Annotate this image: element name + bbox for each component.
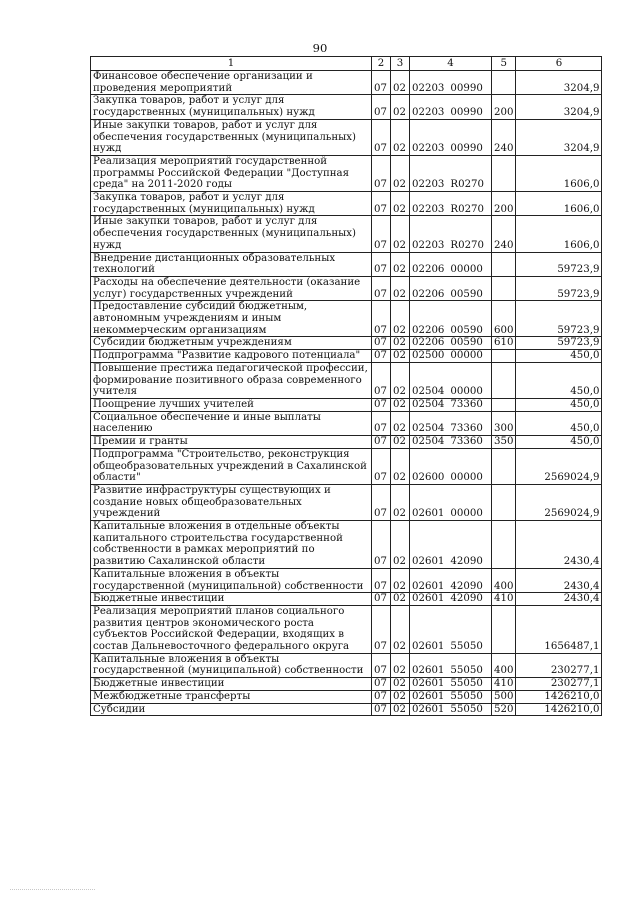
amount-cell: 3204,9 <box>516 71 602 95</box>
target-article-cell <box>410 155 492 191</box>
table-row <box>91 568 602 592</box>
row-name-cell: Субсидии <box>91 703 372 716</box>
direction-code: 00990 <box>450 143 483 155</box>
table-row <box>91 593 602 606</box>
table-row <box>91 362 602 398</box>
row-name-cell: Иные закупки товаров, работ и услуг для обеспечения государственных (муниципальных) нужд <box>91 119 372 155</box>
target-article-cell <box>410 484 492 520</box>
subsection-code-cell: 02 <box>391 71 410 95</box>
section-code-cell: 07 <box>372 411 391 435</box>
row-name-cell: Капитальные вложения в объекты государственной (муниципальной) собственности <box>91 568 372 592</box>
expense-type-cell: 200 <box>492 95 516 119</box>
direction-code: R0270 <box>450 179 485 191</box>
subsection-code-cell: 02 <box>391 653 410 677</box>
program-code: 02601 <box>412 641 445 653</box>
direction-code: 73360 <box>450 436 483 448</box>
target-article-cell <box>410 192 492 216</box>
row-name-cell: Субсидии бюджетным учреждениям <box>91 337 372 350</box>
row-name-cell: Повышение престижа педагогической профессии, формирование позитивного образа современного учителя <box>91 362 372 398</box>
subsection-code-cell: 02 <box>391 192 410 216</box>
amount-cell: 2430,4 <box>516 593 602 606</box>
section-code-cell: 07 <box>372 568 391 592</box>
budget-table <box>90 56 602 716</box>
direction-code: R0270 <box>450 239 485 251</box>
direction-code: 55050 <box>450 641 483 653</box>
row-name-cell: Премии и гранты <box>91 436 372 449</box>
table-row <box>91 690 602 703</box>
section-code-cell: 07 <box>372 436 391 449</box>
direction-code: 00000 <box>450 472 483 484</box>
expense-type-cell: 400 <box>492 653 516 677</box>
table-row <box>91 350 602 363</box>
table-row <box>91 653 602 677</box>
target-article-cell <box>410 362 492 398</box>
subsection-code-cell: 02 <box>391 690 410 703</box>
section-code-cell: 07 <box>372 690 391 703</box>
amount-cell: 1606,0 <box>516 155 602 191</box>
section-code-cell: 07 <box>372 350 391 363</box>
target-article-cell <box>410 71 492 95</box>
expense-type-cell <box>492 252 516 276</box>
row-name-cell: Подпрограмма "Строительство, реконструкция общеобразовательных учреждений в Сахалинской области" <box>91 448 372 484</box>
section-code-cell: 07 <box>372 337 391 350</box>
amount-cell: 2569024,9 <box>516 484 602 520</box>
target-article-cell <box>410 337 492 350</box>
row-name-cell: Финансовое обеспечение организации и проведения мероприятий <box>91 71 372 95</box>
target-article-cell <box>410 216 492 252</box>
program-code: 02504 <box>412 386 445 398</box>
subsection-code-cell: 02 <box>391 484 410 520</box>
row-name-cell: Внедрение дистанционных образовательных технологий <box>91 252 372 276</box>
table-body <box>91 71 602 716</box>
subsection-code-cell: 02 <box>391 276 410 300</box>
section-code-cell: 07 <box>372 276 391 300</box>
subsection-code-cell: 02 <box>391 521 410 569</box>
direction-code: 55050 <box>450 678 483 690</box>
program-code: 02203 <box>412 239 445 251</box>
program-code: 02203 <box>412 203 445 215</box>
program-code: 02504 <box>412 436 445 448</box>
direction-code: 00990 <box>450 107 483 119</box>
target-article-cell <box>410 568 492 592</box>
program-code: 02601 <box>412 703 445 715</box>
program-code: 02504 <box>412 398 445 410</box>
header-cell: 5 <box>492 57 516 71</box>
expense-type-cell <box>492 362 516 398</box>
target-article-cell <box>410 252 492 276</box>
row-name-cell: Закупка товаров, работ и услуг для государственных (муниципальных) нужд <box>91 95 372 119</box>
table-row <box>91 119 602 155</box>
expense-type-cell: 350 <box>492 436 516 449</box>
table-row <box>91 436 602 449</box>
table-row <box>91 95 602 119</box>
amount-cell: 2430,4 <box>516 521 602 569</box>
amount-cell: 1606,0 <box>516 216 602 252</box>
header-cell: 2 <box>372 57 391 71</box>
target-article-cell <box>410 703 492 716</box>
section-code-cell: 07 <box>372 155 391 191</box>
direction-code: 55050 <box>450 665 483 677</box>
table-row <box>91 605 602 653</box>
expense-type-cell <box>492 71 516 95</box>
program-code: 02600 <box>412 472 445 484</box>
row-name-cell: Реализация мероприятий планов социального развития центров экономического роста субъектов Российской Федерации, входящих в состав Дальневосточного федерального округа <box>91 605 372 653</box>
amount-cell: 1426210,0 <box>516 690 602 703</box>
subsection-code-cell: 02 <box>391 350 410 363</box>
row-name-cell: Межбюджетные трансферты <box>91 690 372 703</box>
program-code: 02601 <box>412 678 445 690</box>
expense-type-cell <box>492 155 516 191</box>
section-code-cell: 07 <box>372 653 391 677</box>
expense-type-cell <box>492 448 516 484</box>
table-row <box>91 521 602 569</box>
target-article-cell <box>410 690 492 703</box>
scan-artifact <box>10 889 95 896</box>
expense-type-cell <box>492 350 516 363</box>
direction-code: 42090 <box>450 580 483 592</box>
direction-code: 00000 <box>450 264 483 276</box>
table-row <box>91 448 602 484</box>
table-row <box>91 703 602 716</box>
table-row <box>91 155 602 191</box>
amount-cell: 450,0 <box>516 411 602 435</box>
direction-code: 00000 <box>450 386 483 398</box>
target-article-cell <box>410 95 492 119</box>
expense-type-cell: 410 <box>492 593 516 606</box>
target-article-cell <box>410 301 492 337</box>
target-article-cell <box>410 448 492 484</box>
subsection-code-cell: 02 <box>391 216 410 252</box>
amount-cell: 450,0 <box>516 362 602 398</box>
program-code: 02504 <box>412 423 445 435</box>
table-row <box>91 192 602 216</box>
table-row <box>91 484 602 520</box>
amount-cell: 59723,9 <box>516 276 602 300</box>
target-article-cell <box>410 653 492 677</box>
program-code: 02601 <box>412 580 445 592</box>
amount-cell: 59723,9 <box>516 301 602 337</box>
section-code-cell: 07 <box>372 192 391 216</box>
target-article-cell <box>410 398 492 411</box>
direction-code: 55050 <box>450 703 483 715</box>
amount-cell: 1606,0 <box>516 192 602 216</box>
expense-type-cell: 300 <box>492 411 516 435</box>
expense-type-cell <box>492 398 516 411</box>
expense-type-cell: 400 <box>492 568 516 592</box>
table-row <box>91 301 602 337</box>
amount-cell: 450,0 <box>516 436 602 449</box>
amount-cell: 2430,4 <box>516 568 602 592</box>
expense-type-cell: 520 <box>492 703 516 716</box>
direction-code: 00590 <box>450 288 483 300</box>
section-code-cell: 07 <box>372 678 391 691</box>
section-code-cell: 07 <box>372 95 391 119</box>
expense-type-cell: 240 <box>492 119 516 155</box>
table-row <box>91 337 602 350</box>
row-name-cell: Капитальные вложения в объекты государственной (муниципальной) собственности <box>91 653 372 677</box>
table-row <box>91 252 602 276</box>
direction-code: 73360 <box>450 423 483 435</box>
expense-type-cell <box>492 484 516 520</box>
program-code: 02203 <box>412 143 445 155</box>
section-code-cell: 07 <box>372 605 391 653</box>
row-name-cell: Социальное обеспечение и иные выплаты населению <box>91 411 372 435</box>
program-code: 02206 <box>412 337 445 349</box>
table-row <box>91 678 602 691</box>
direction-code: 00000 <box>450 508 483 520</box>
direction-code: R0270 <box>450 203 485 215</box>
subsection-code-cell: 02 <box>391 362 410 398</box>
program-code: 02203 <box>412 107 445 119</box>
program-code: 02203 <box>412 179 445 191</box>
expense-type-cell: 610 <box>492 337 516 350</box>
amount-cell: 230277,1 <box>516 653 602 677</box>
subsection-code-cell: 02 <box>391 398 410 411</box>
page-number: 90 <box>312 41 328 55</box>
header-cell: 6 <box>516 57 602 71</box>
program-code: 02206 <box>412 324 445 336</box>
section-code-cell: 07 <box>372 484 391 520</box>
subsection-code-cell: 02 <box>391 593 410 606</box>
header-cell: 3 <box>391 57 410 71</box>
row-name-cell: Развитие инфраструктуры существующих и создание новых общеобразовательных учреждений <box>91 484 372 520</box>
direction-code: 42090 <box>450 593 483 605</box>
amount-cell: 1426210,0 <box>516 703 602 716</box>
target-article-cell <box>410 276 492 300</box>
row-name-cell: Бюджетные инвестиции <box>91 593 372 606</box>
table-row <box>91 71 602 95</box>
expense-type-cell: 240 <box>492 216 516 252</box>
subsection-code-cell: 02 <box>391 605 410 653</box>
expense-type-cell: 410 <box>492 678 516 691</box>
program-code: 02601 <box>412 593 445 605</box>
section-code-cell: 07 <box>372 119 391 155</box>
direction-code: 73360 <box>450 398 483 410</box>
subsection-code-cell: 02 <box>391 411 410 435</box>
table-header-row <box>91 57 602 71</box>
target-article-cell <box>410 350 492 363</box>
row-name-cell: Капитальные вложения в отдельные объекты капитального строительства государственной собственности в рамках мероприятий по развитию Сахалинской области <box>91 521 372 569</box>
subsection-code-cell: 02 <box>391 155 410 191</box>
subsection-code-cell: 02 <box>391 337 410 350</box>
target-article-cell <box>410 593 492 606</box>
section-code-cell: 07 <box>372 448 391 484</box>
direction-code: 00000 <box>450 350 483 362</box>
amount-cell: 3204,9 <box>516 119 602 155</box>
amount-cell: 230277,1 <box>516 678 602 691</box>
amount-cell: 1656487,1 <box>516 605 602 653</box>
amount-cell: 59723,9 <box>516 252 602 276</box>
expense-type-cell <box>492 521 516 569</box>
section-code-cell: 07 <box>372 362 391 398</box>
target-article-cell <box>410 521 492 569</box>
section-code-cell: 07 <box>372 703 391 716</box>
direction-code: 00590 <box>450 337 483 349</box>
amount-cell: 450,0 <box>516 398 602 411</box>
header-cell: 4 <box>410 57 492 71</box>
subsection-code-cell: 02 <box>391 301 410 337</box>
program-code: 02203 <box>412 82 445 94</box>
subsection-code-cell: 02 <box>391 252 410 276</box>
amount-cell: 59723,9 <box>516 337 602 350</box>
subsection-code-cell: 02 <box>391 95 410 119</box>
target-article-cell <box>410 605 492 653</box>
target-article-cell <box>410 411 492 435</box>
subsection-code-cell: 02 <box>391 119 410 155</box>
table-row <box>91 411 602 435</box>
amount-cell: 3204,9 <box>516 95 602 119</box>
direction-code: 55050 <box>450 690 483 702</box>
program-code: 02601 <box>412 508 445 520</box>
subsection-code-cell: 02 <box>391 568 410 592</box>
program-code: 02601 <box>412 690 445 702</box>
expense-type-cell: 600 <box>492 301 516 337</box>
amount-cell: 450,0 <box>516 350 602 363</box>
section-code-cell: 07 <box>372 301 391 337</box>
row-name-cell: Закупка товаров, работ и услуг для государственных (муниципальных) нужд <box>91 192 372 216</box>
header-cell: 1 <box>91 57 372 71</box>
target-article-cell <box>410 436 492 449</box>
row-name-cell: Бюджетные инвестиции <box>91 678 372 691</box>
section-code-cell: 07 <box>372 252 391 276</box>
section-code-cell: 07 <box>372 71 391 95</box>
subsection-code-cell: 02 <box>391 703 410 716</box>
row-name-cell: Поощрение лучших учителей <box>91 398 372 411</box>
amount-cell: 2569024,9 <box>516 448 602 484</box>
subsection-code-cell: 02 <box>391 678 410 691</box>
row-name-cell: Реализация мероприятий государственной программы Российской Федерации "Доступная среда" на 2011-2020 годы <box>91 155 372 191</box>
section-code-cell: 07 <box>372 216 391 252</box>
target-article-cell <box>410 119 492 155</box>
row-name-cell: Предоставление субсидий бюджетным, автономным учреждениям и иным некоммерческим организациям <box>91 301 372 337</box>
program-code: 02206 <box>412 264 445 276</box>
direction-code: 42090 <box>450 556 483 568</box>
program-code: 02206 <box>412 288 445 300</box>
expense-type-cell: 200 <box>492 192 516 216</box>
row-name-cell: Иные закупки товаров, работ и услуг для обеспечения государственных (муниципальных) нужд <box>91 216 372 252</box>
program-code: 02601 <box>412 665 445 677</box>
subsection-code-cell: 02 <box>391 448 410 484</box>
table-row <box>91 216 602 252</box>
row-name-cell: Подпрограмма "Развитие кадрового потенциала" <box>91 350 372 363</box>
direction-code: 00590 <box>450 324 483 336</box>
table-row <box>91 398 602 411</box>
target-article-cell <box>410 678 492 691</box>
section-code-cell: 07 <box>372 593 391 606</box>
direction-code: 00990 <box>450 82 483 94</box>
expense-type-cell: 500 <box>492 690 516 703</box>
program-code: 02500 <box>412 350 445 362</box>
program-code: 02601 <box>412 556 445 568</box>
section-code-cell: 07 <box>372 521 391 569</box>
subsection-code-cell: 02 <box>391 436 410 449</box>
expense-type-cell <box>492 605 516 653</box>
expense-type-cell <box>492 276 516 300</box>
table-row <box>91 276 602 300</box>
section-code-cell: 07 <box>372 398 391 411</box>
row-name-cell: Расходы на обеспечение деятельности (оказание услуг) государственных учреждений <box>91 276 372 300</box>
